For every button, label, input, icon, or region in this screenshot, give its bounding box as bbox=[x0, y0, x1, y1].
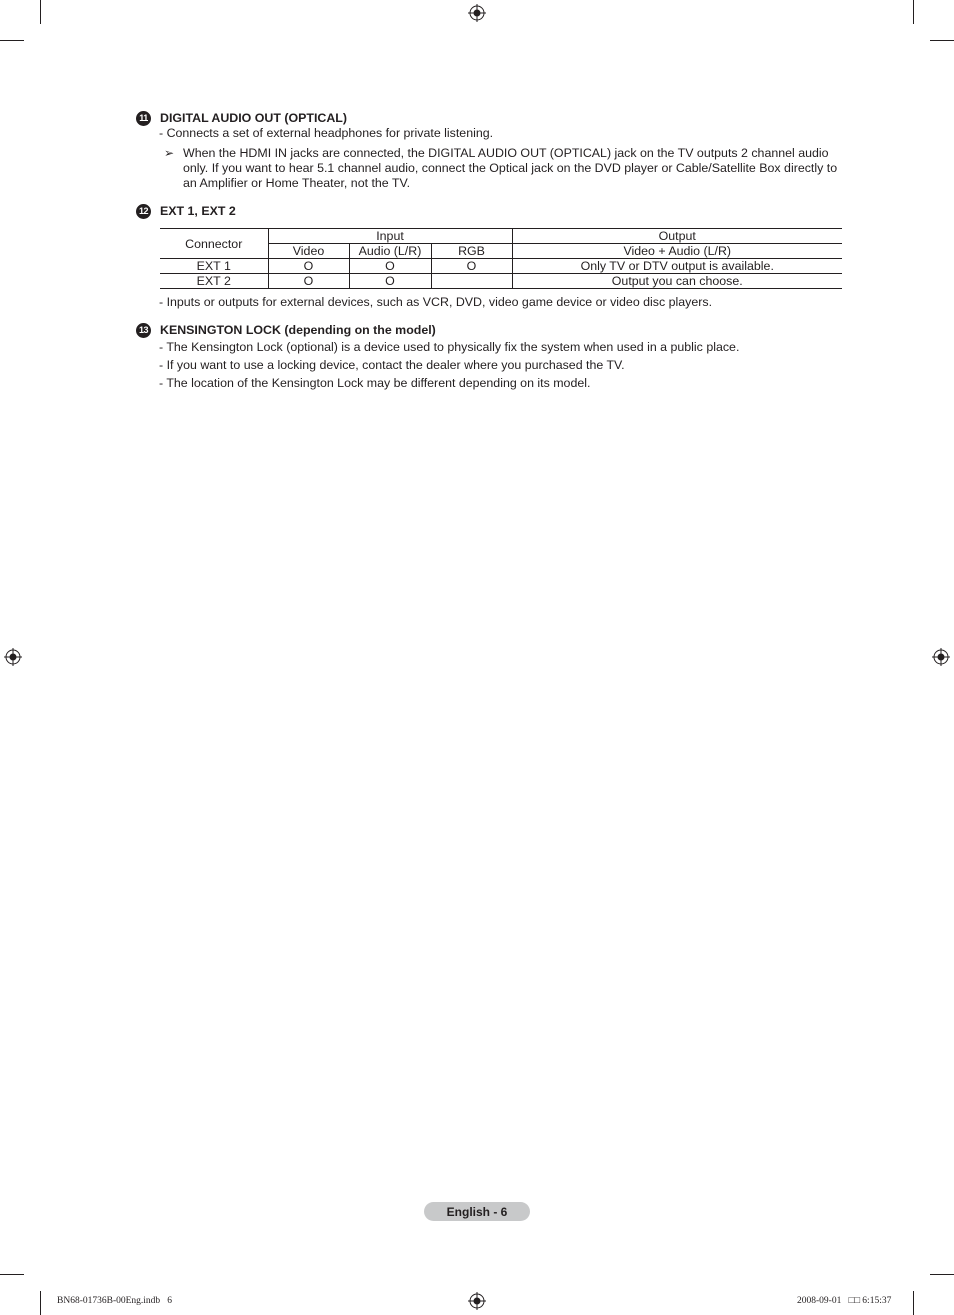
audio-cell: O bbox=[349, 259, 431, 274]
output-col-header: Video + Audio (L/R) bbox=[512, 244, 842, 259]
table-row bbox=[160, 259, 842, 274]
table-header-row bbox=[160, 229, 842, 244]
output-cell: Output you can choose. bbox=[512, 274, 842, 289]
connector-header: Connector bbox=[160, 229, 268, 259]
connector-table bbox=[160, 228, 842, 289]
video-cell: O bbox=[268, 274, 349, 289]
body-line: - If you want to use a locking device, contact the dealer where you purchased the TV. bbox=[159, 358, 625, 372]
section-title: DIGITAL AUDIO OUT (OPTICAL) bbox=[160, 110, 347, 125]
crop-mark bbox=[913, 1291, 914, 1315]
section-number-badge: 13 bbox=[136, 323, 151, 338]
section-title: EXT 1, EXT 2 bbox=[160, 203, 236, 218]
video-cell: O bbox=[268, 259, 349, 274]
registration-mark-icon bbox=[4, 648, 22, 666]
body-line: - The Kensington Lock (optional) is a device used to physically fix the system when used in a public place. bbox=[159, 340, 740, 354]
body-line: - Inputs or outputs for external devices, such as VCR, DVD, video game device or video disc players. bbox=[159, 295, 713, 309]
crop-mark bbox=[40, 0, 41, 24]
manual-content bbox=[136, 110, 842, 391]
page-number-badge: English - 6 bbox=[424, 1202, 530, 1221]
connector-cell: EXT 1 bbox=[160, 259, 268, 274]
rgb-cell: O bbox=[431, 259, 512, 274]
registration-mark-icon bbox=[932, 648, 950, 666]
section-title: KENSINGTON LOCK (depending on the model) bbox=[160, 322, 436, 337]
rgb-cell bbox=[431, 274, 512, 289]
crop-mark bbox=[40, 1291, 41, 1315]
crop-mark bbox=[913, 0, 914, 24]
input-col-header: Video bbox=[268, 244, 349, 259]
section-heading bbox=[136, 110, 842, 126]
note-arrow-icon: ➢ bbox=[164, 146, 175, 160]
section-heading bbox=[136, 203, 842, 219]
note-text: When the HDMI IN jacks are connected, the DIGITAL AUDIO OUT (OPTICAL) jack on the TV outputs 2 channel audio only. If you want to hear 5.1 channel audio, connect the Optical jack on the DVD player or Cable/Satellite Box directly to an Amplifier or Home Theater, not the TV. bbox=[183, 146, 838, 190]
registration-mark-icon bbox=[468, 4, 486, 22]
section-number-badge: 11 bbox=[136, 111, 151, 126]
note bbox=[136, 146, 842, 191]
crop-mark bbox=[0, 40, 24, 41]
input-col-header: Audio (L/R) bbox=[349, 244, 431, 259]
body-line: - The location of the Kensington Lock may be different depending on its model. bbox=[159, 376, 591, 390]
crop-mark bbox=[930, 1274, 954, 1275]
crop-mark bbox=[0, 1274, 24, 1275]
input-header: Input bbox=[268, 229, 512, 244]
audio-cell: O bbox=[349, 274, 431, 289]
output-cell: Only TV or DTV output is available. bbox=[512, 259, 842, 274]
body-line: - Connects a set of external headphones for private listening. bbox=[159, 126, 494, 140]
crop-mark bbox=[930, 40, 954, 41]
file-slug: BN68-01736B-00Eng.indb 6 bbox=[57, 1296, 173, 1306]
registration-mark-icon bbox=[468, 1292, 486, 1310]
section-heading bbox=[136, 322, 842, 338]
table-row bbox=[160, 274, 842, 289]
input-col-header: RGB bbox=[431, 244, 512, 259]
output-header: Output bbox=[512, 229, 842, 244]
connector-cell: EXT 2 bbox=[160, 274, 268, 289]
date-slug: 2008-09-01 □□ 6:15:37 bbox=[797, 1296, 892, 1306]
section-number-badge: 12 bbox=[136, 204, 151, 219]
